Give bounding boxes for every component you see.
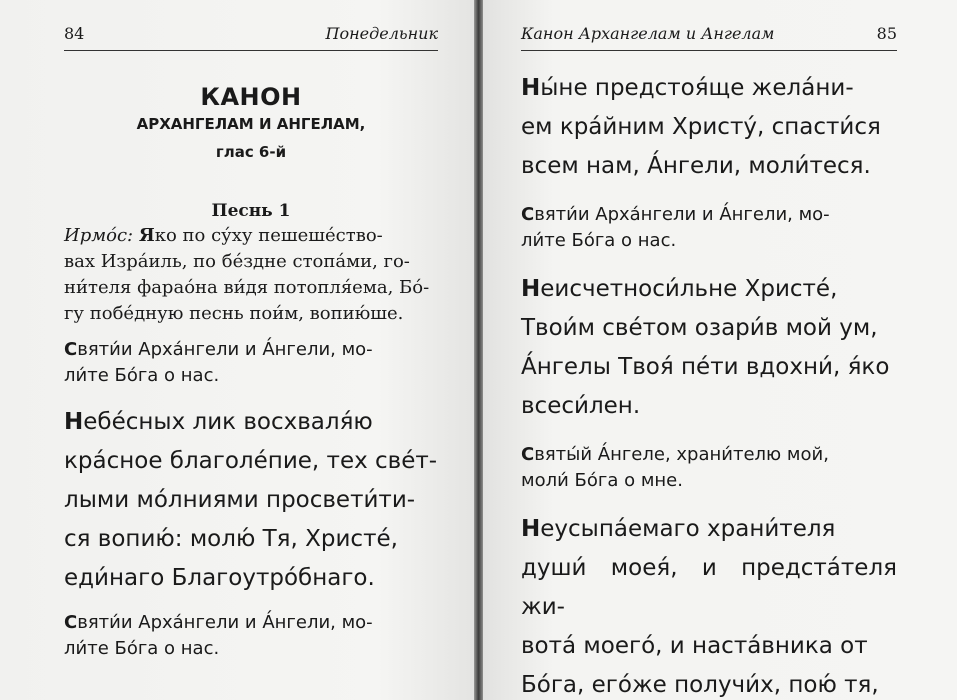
page-number: 85 (876, 24, 897, 43)
text-line: моли́ Бо́га о мне. (521, 470, 683, 491)
text-line: ебе́сных лик восхваля́ю (83, 409, 373, 435)
text-line: ни́теля фарао́на ви́дя потопля́ема, Бо́- (64, 277, 430, 298)
text-line: вота́ моего́, и наста́вника от (521, 633, 868, 659)
text-line: ли́те Бо́га о нас. (521, 230, 677, 251)
drop-initial: С (64, 339, 78, 360)
text-line: А́нгелы Твоя́ пе́ти вдохни́, я́ко (521, 354, 890, 380)
text-line: ы́не предстоя́ще жела́ни- (540, 75, 854, 101)
text-line: гу побе́дную песнь пои́м, вопию́ше. (64, 303, 404, 324)
canon-subtitle: АРХАНГЕЛАМ И АНГЕЛАМ, (136, 115, 366, 133)
drop-initial: Н (521, 516, 541, 542)
text-line: всем нам, А́нгели, моли́теся. (521, 153, 871, 179)
book-gutter (474, 0, 483, 700)
text-line: Твои́м све́том озари́в мой ум, (521, 315, 878, 341)
drop-initial: С (64, 612, 78, 633)
right-page (483, 0, 957, 700)
drop-initial: С (521, 204, 535, 225)
text-line: вяти́и Арха́нгели и А́нгели, мо- (534, 204, 830, 225)
text-line: вяти́и Арха́нгели и А́нгели, мо- (77, 612, 373, 633)
text-line: еисчетноси́льне Христе́, (540, 276, 838, 302)
text-line: кра́сное благоле́пие, тех све́т- (64, 448, 438, 474)
drop-initial: Н (521, 276, 541, 302)
drop-initial: С (521, 444, 535, 465)
drop-initial: Я (138, 225, 155, 246)
troparion-paragraph (521, 510, 897, 700)
text-line: еди́наго Благоутро́бнаго. (64, 565, 375, 591)
troparion-paragraph (521, 69, 897, 186)
text-line: души́ моея́, и предста́теля жи- (521, 555, 897, 620)
ode-heading: Песнь 1 (211, 201, 291, 221)
text-line: ко по су́ху пешеше́ство- (154, 225, 383, 246)
text-line: лыми мо́лниями просвети́ти- (64, 487, 416, 513)
irmos-paragraph (64, 223, 438, 327)
text-line: Бо́га, его́же получи́х, пою́ тя, (521, 672, 879, 698)
troparion-paragraph (521, 270, 897, 426)
text-line: ся вопию́: молю́ Тя, Христе́, (64, 526, 398, 552)
refrain-paragraph (64, 610, 438, 662)
left-page (0, 0, 474, 700)
canon-title: КАНОН (200, 83, 302, 111)
text-line: ли́те Бо́га о нас. (64, 638, 220, 659)
text-line: вах Изра́иль, по бе́здне стопа́ми, го- (64, 251, 410, 272)
drop-initial: Н (521, 75, 541, 101)
running-head: Понедельник (325, 24, 438, 43)
text-line: всеси́лен. (521, 393, 641, 419)
text-line: еусыпа́емаго храни́теля (540, 516, 836, 542)
text-line: ем кра́йним Христу́, спасти́ся (521, 114, 881, 140)
tone-label: глас 6-й (215, 143, 287, 161)
running-head: Канон Архангелам и Ангелам (521, 24, 775, 43)
refrain-paragraph (521, 202, 897, 254)
text-line: вяты́й А́нгеле, храни́телю мой, (534, 444, 829, 465)
troparion-paragraph (64, 403, 438, 598)
irmos-label: Ирмо́с: (64, 225, 139, 246)
refrain-paragraph (64, 337, 438, 389)
right-page-header (521, 6, 897, 51)
page-number: 84 (64, 24, 85, 43)
left-page-header (64, 6, 438, 51)
text-line: ли́те Бо́га о нас. (64, 365, 220, 386)
drop-initial: Н (64, 409, 84, 435)
refrain-paragraph (521, 442, 897, 494)
text-line: вяти́и Арха́нгели и А́нгели, мо- (77, 339, 373, 360)
